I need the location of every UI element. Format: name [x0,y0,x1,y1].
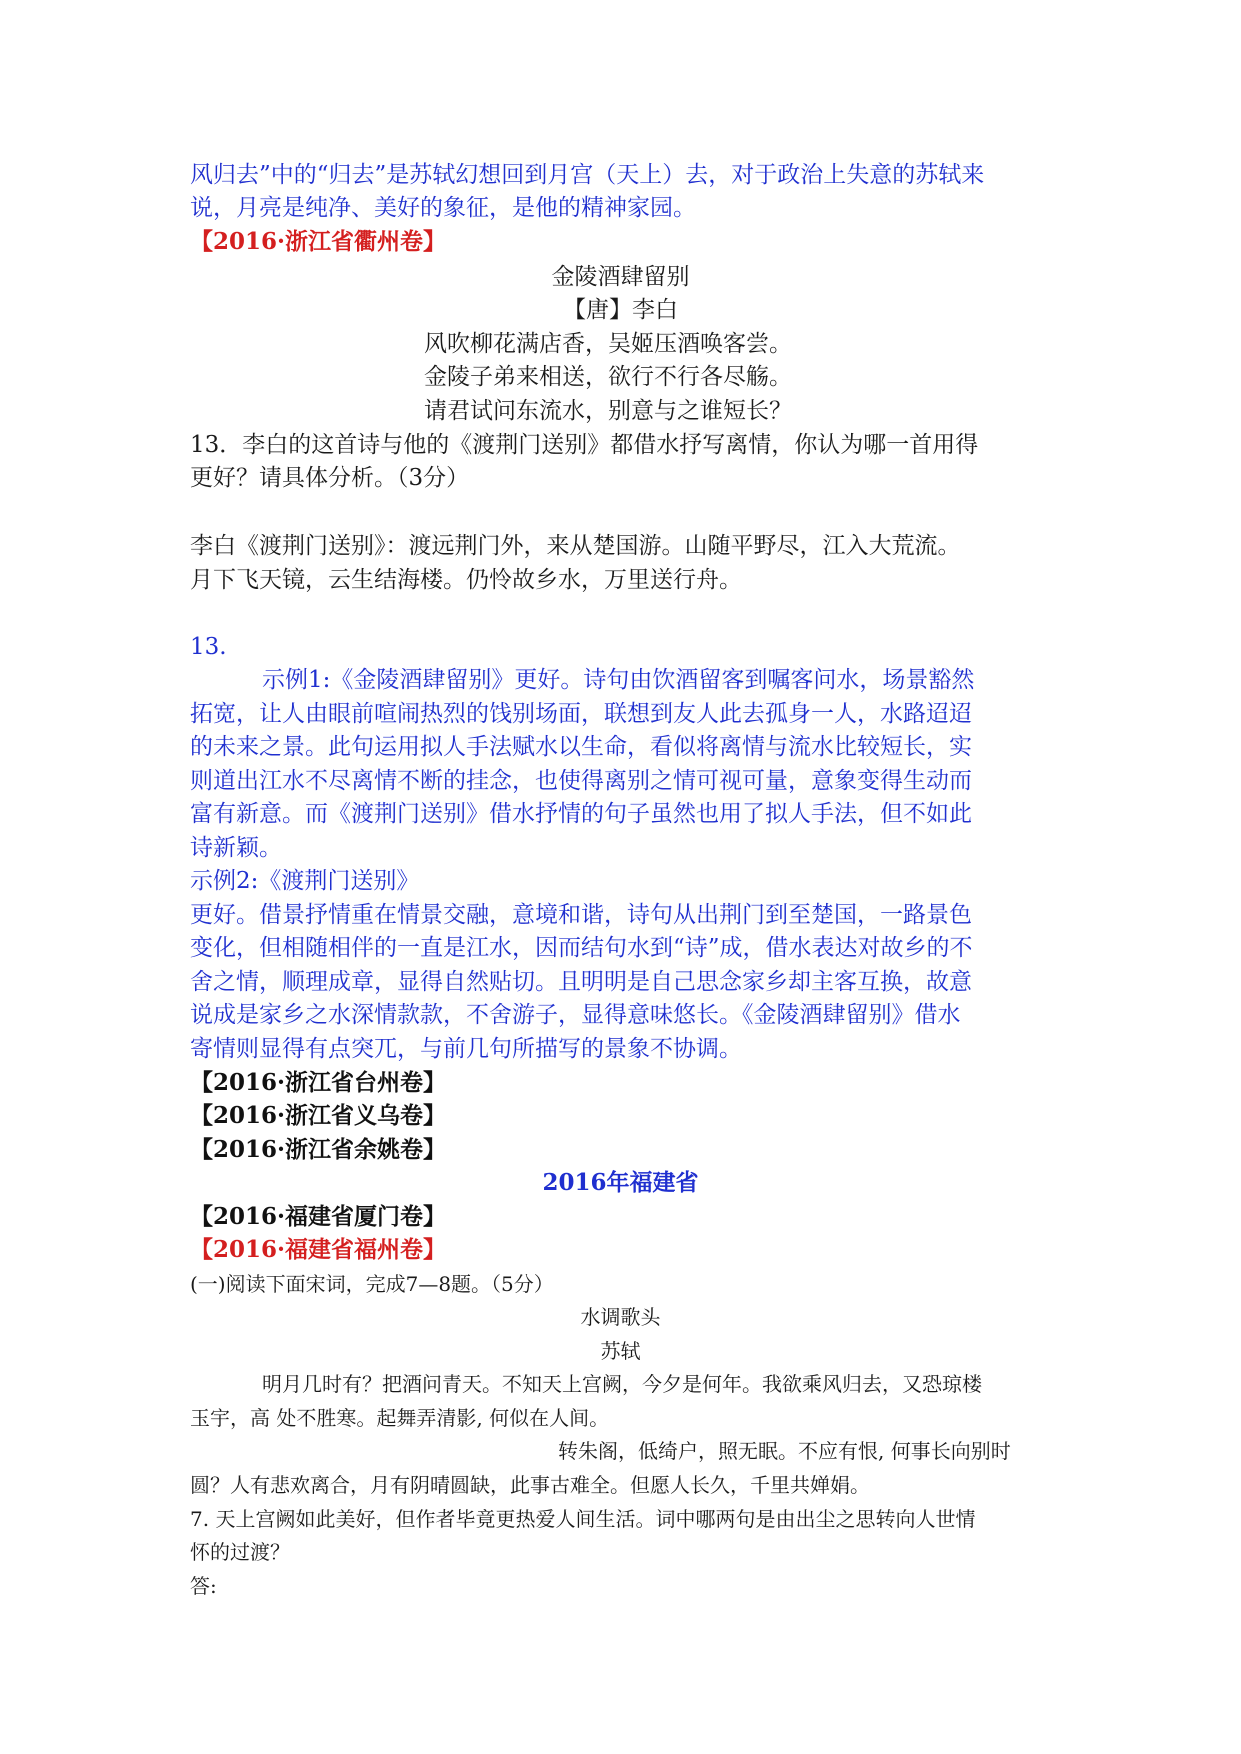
ci-text-line-2: 玉宇，高 处不胜寒。起舞弄清影, 何似在人间。 [190,1406,610,1430]
reading-intro: (一)阅读下面宋词，完成7—8题。（5分） [190,1272,554,1296]
heading-quzhou: 【2016·浙江省衢州卷】 [190,228,447,255]
answer-13-number: 13. [190,634,227,660]
heading-taizhou: 【2016·浙江省台州卷】 [190,1069,447,1096]
answer-example-1-line-5: 富有新意。而《渡荆门送别》借水抒情的句子虽然也用了拟人手法，但不如此 [190,801,972,827]
heading-xiamen: 【2016·福建省厦门卷】 [190,1203,447,1230]
heading-yiwu: 【2016·浙江省义乌卷】 [190,1102,447,1129]
ci-text-line-1: 明月几时有？把酒问青天。不知天上宫阙，今夕是何年。我欲乘风归去，又恐琼楼 [262,1372,982,1396]
answer-example-1-line-4: 则道出江水不尽离情不断的挂念，也使得离别之情可视可量，意象变得生动而 [190,768,972,794]
ci-text-line-4: 圆？人有悲欢离合，月有阴晴圆缺，此事古难全。但愿人长久，千里共婵娟。 [190,1473,870,1497]
ci-title: 水调歌头 [580,1305,661,1329]
poem-line-3: 请君试问东流水，别意与之谁短长？ [424,398,792,424]
question-13-line-2: 更好？请具体分析。（3分） [190,465,470,491]
ci-text-line-3: 转朱阁，低绮户，照无眠。不应有恨, 何事长向别时 [558,1439,1011,1463]
answer-example-2-line-2: 更好。借景抒情重在情景交融，意境和谐，诗句从出荆门到至楚国，一路景色 [190,902,972,928]
question-7-line-2: 怀的过渡？ [190,1540,290,1564]
answer-example-2-line-3: 变化，但相随相伴的一直是江水，因而结句水到“诗”成，借水表达对故乡的不 [190,935,973,961]
answer-example-1-line-6: 诗新颖。 [190,835,282,861]
ci-author: 苏轼 [600,1339,641,1363]
answer-example-1-line-2: 拓宽，让人由眼前喧闹热烈的饯别场面，联想到友人此去孤身一人，水路迢迢 [190,701,972,727]
answer-label: 答: [190,1574,217,1598]
question-7-line-1: 7. 天上宫阙如此美好，但作者毕竟更热爱人间生活。词中哪两句是由出尘之思转向人世情 [190,1507,976,1531]
reference-poem-line-1: 李白《渡荆门送别》：渡远荆门外，来从楚国游。山随平野尽，江入大荒流。 [190,533,961,559]
answer-example-2-line-6: 寄情则显得有点突兀，与前几句所描写的景象不协调。 [190,1036,742,1062]
poem-title: 金陵酒肆留别 [551,264,690,290]
reference-poem-line-2: 月下飞天镜，云生结海楼。仍怜故乡水，万里送行舟。 [190,567,742,593]
poem-author: 【唐】李白 [563,297,678,323]
answer-continued-line-2: 说，月亮是纯净、美好的象征，是他的精神家园。 [190,195,696,221]
poem-line-2: 金陵子弟来相送，欲行不行各尽觞。 [424,364,792,390]
question-13-line-1: 13．李白的这首诗与他的《渡荆门送别》都借水抒写离情，你认为哪一首用得 [190,432,979,458]
heading-yuyao: 【2016·浙江省余姚卷】 [190,1136,447,1163]
heading-fujian: 2016年福建省 [542,1169,699,1196]
answer-example-1-line-1: 示例1:《金陵酒肆留别》更好。诗句由饮酒留客到嘱客问水，场景豁然 [262,667,975,693]
answer-example-2-line-5: 说成是家乡之水深情款款，不舍游子，显得意味悠长。《金陵酒肆留别》借水 [190,1002,961,1028]
answer-example-2-line-4: 舍之情，顺理成章，显得自然贴切。且明明是自己思念家乡却主客互换，故意 [190,969,972,995]
answer-continued-line-1: 风归去”中的“归去”是苏轼幻想回到月宫（天上）去，对于政治上失意的苏轼来 [190,162,985,188]
answer-example-2-line-1: 示例2:《渡荆门送别》 [190,868,420,894]
heading-fuzhou: 【2016·福建省福州卷】 [190,1236,447,1263]
poem-line-1: 风吹柳花满店香，吴姬压酒唤客尝。 [424,331,792,357]
answer-example-1-line-3: 的未来之景。此句运用拟人手法赋水以生命，看似将离情与流水比较短长，实 [190,734,972,760]
